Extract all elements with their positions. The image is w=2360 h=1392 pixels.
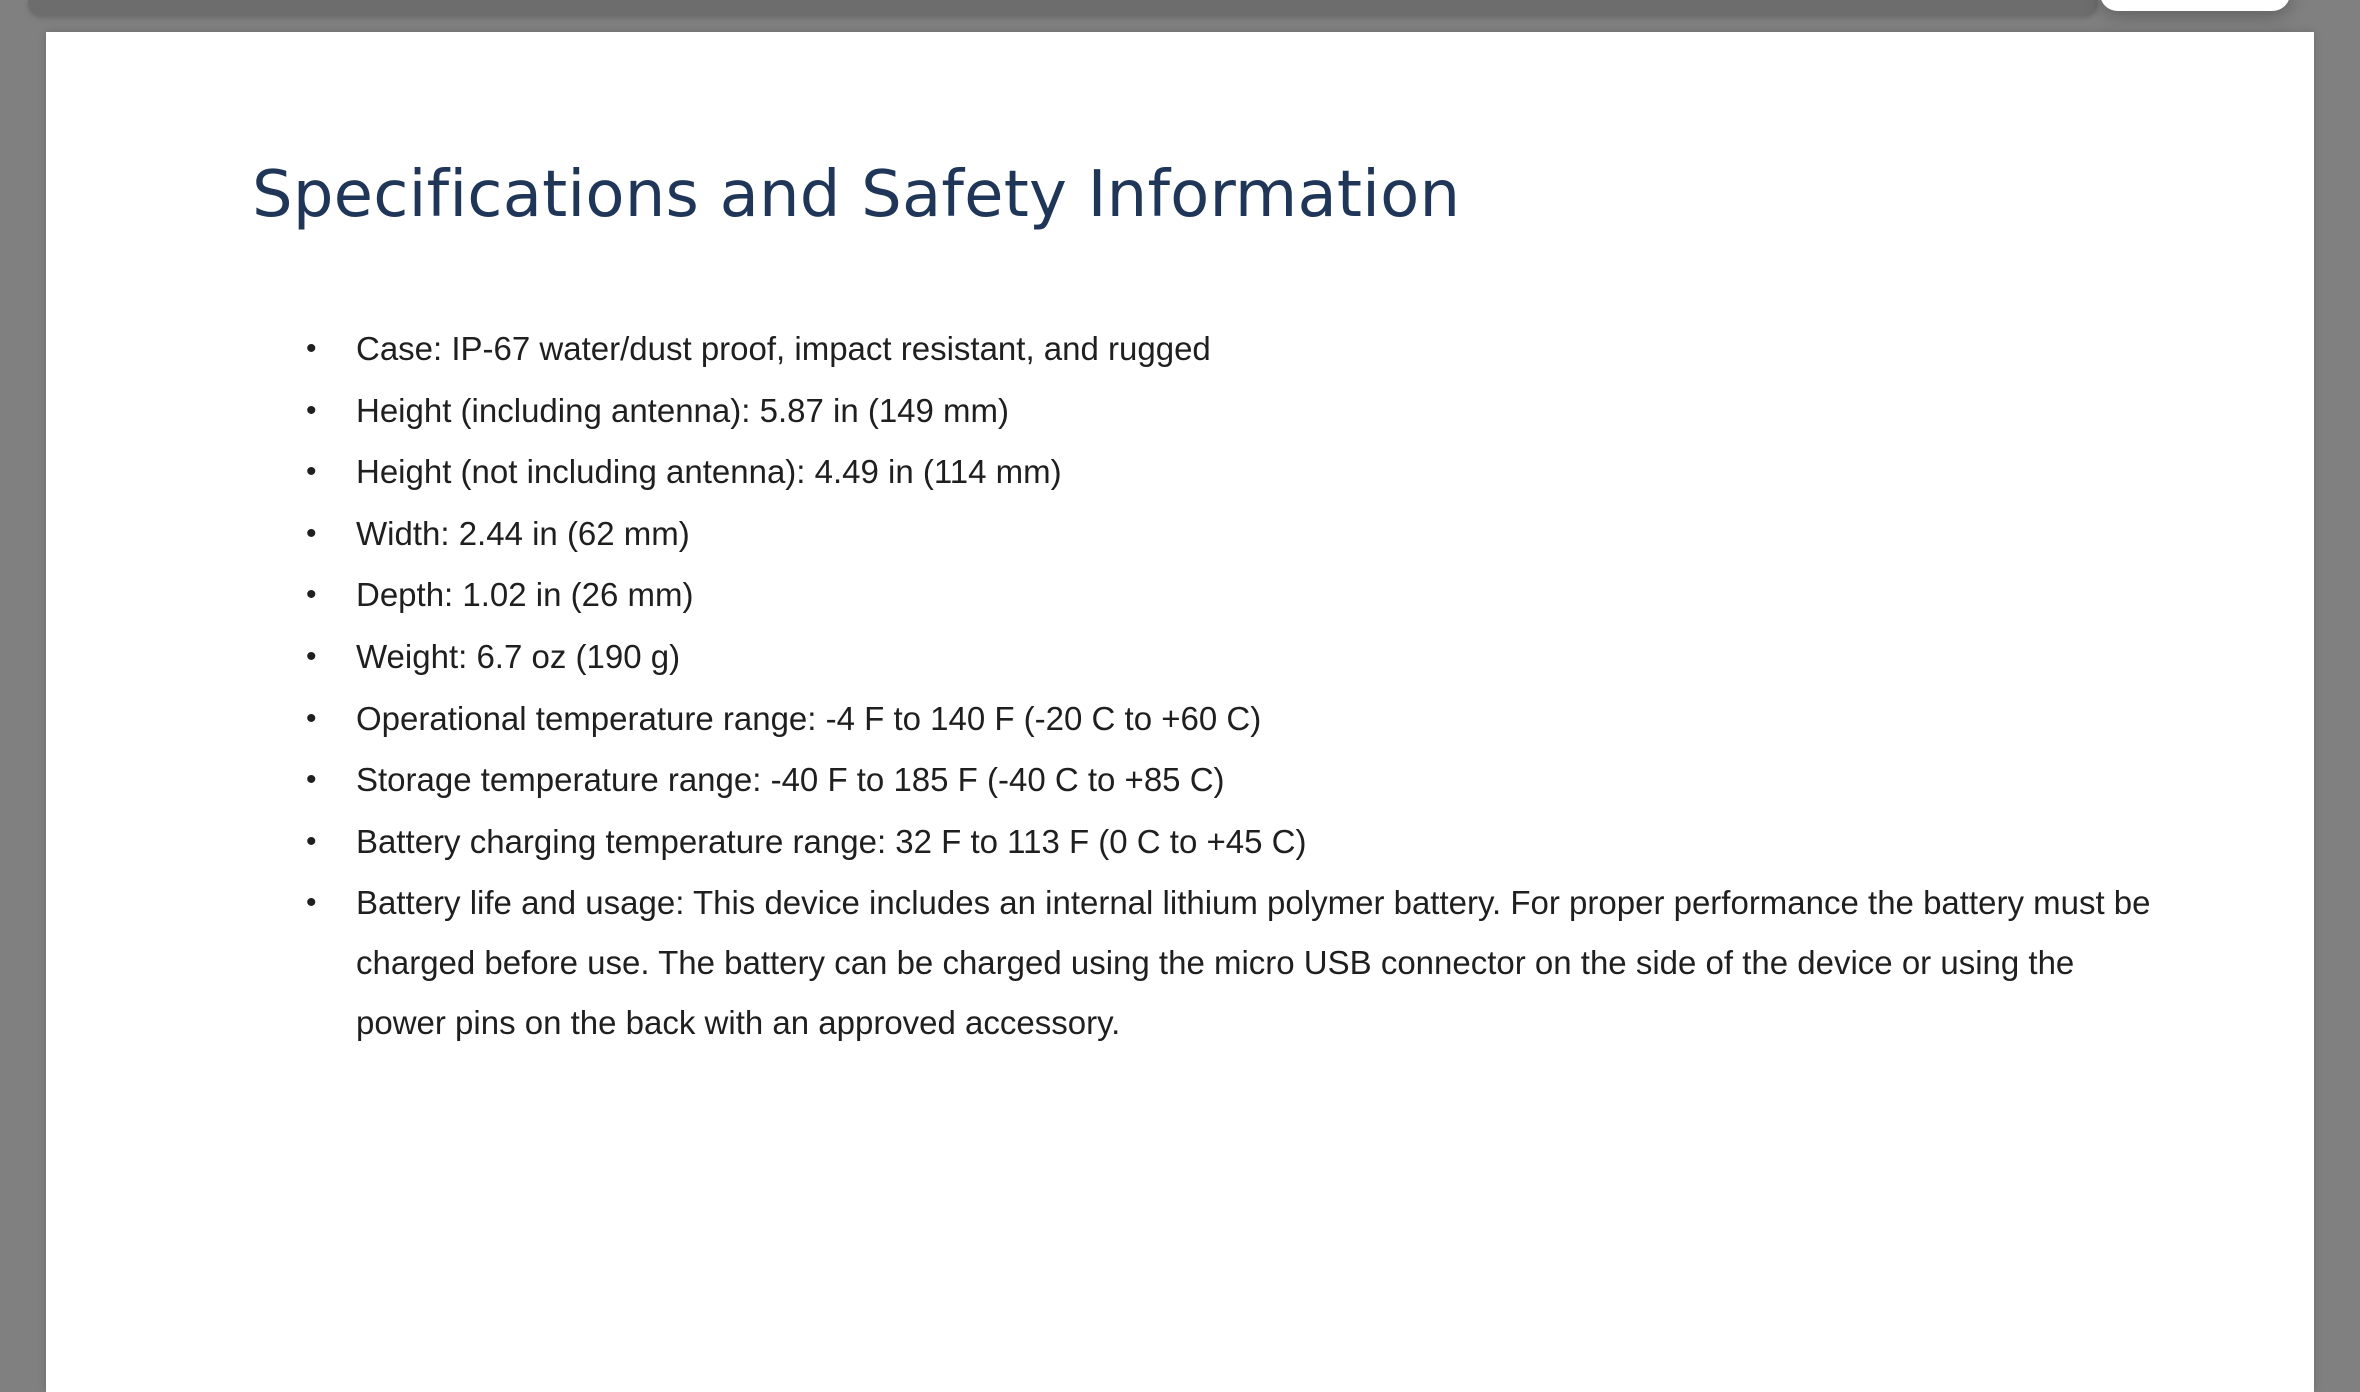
spec-item-weight: • Weight: 6.7 oz (190 g) bbox=[306, 627, 2156, 687]
spec-item-operational-temperature: • Operational temperature range: -4 F to 140 F (-20 C to +60 C) bbox=[306, 689, 2156, 749]
document-page bbox=[46, 32, 2314, 1392]
spec-item-height-including-antenna: • Height (including antenna): 5.87 in (149 mm) bbox=[306, 381, 2156, 441]
spec-item-battery-life-and-usage: • Battery life and usage: This device includes an internal lithium polymer battery. For proper performance the battery must be charged before use. The battery can be charged using the micro USB connector on the side of the device or using the power pins on the back with an approved accessory. bbox=[306, 873, 2156, 1053]
specifications-list bbox=[306, 319, 2156, 1055]
page-title: Specifications and Safety Information bbox=[252, 158, 1461, 232]
spec-item-depth: • Depth: 1.02 in (26 mm) bbox=[306, 565, 2156, 625]
spec-item-storage-temperature: • Storage temperature range: -40 F to 185 F (-40 C to +85 C) bbox=[306, 750, 2156, 810]
spec-item-height-not-including-antenna: • Height (not including antenna): 4.49 in (114 mm) bbox=[306, 442, 2156, 502]
viewer-top-bar bbox=[28, 0, 2098, 16]
spec-item-width: • Width: 2.44 in (62 mm) bbox=[306, 504, 2156, 564]
spec-item-battery-charging-temperature: • Battery charging temperature range: 32 F to 113 F (0 C to +45 C) bbox=[306, 812, 2156, 872]
floating-control-tab[interactable] bbox=[2100, 0, 2290, 11]
spec-item-case: • Case: IP-67 water/dust proof, impact resistant, and rugged bbox=[306, 319, 2156, 379]
